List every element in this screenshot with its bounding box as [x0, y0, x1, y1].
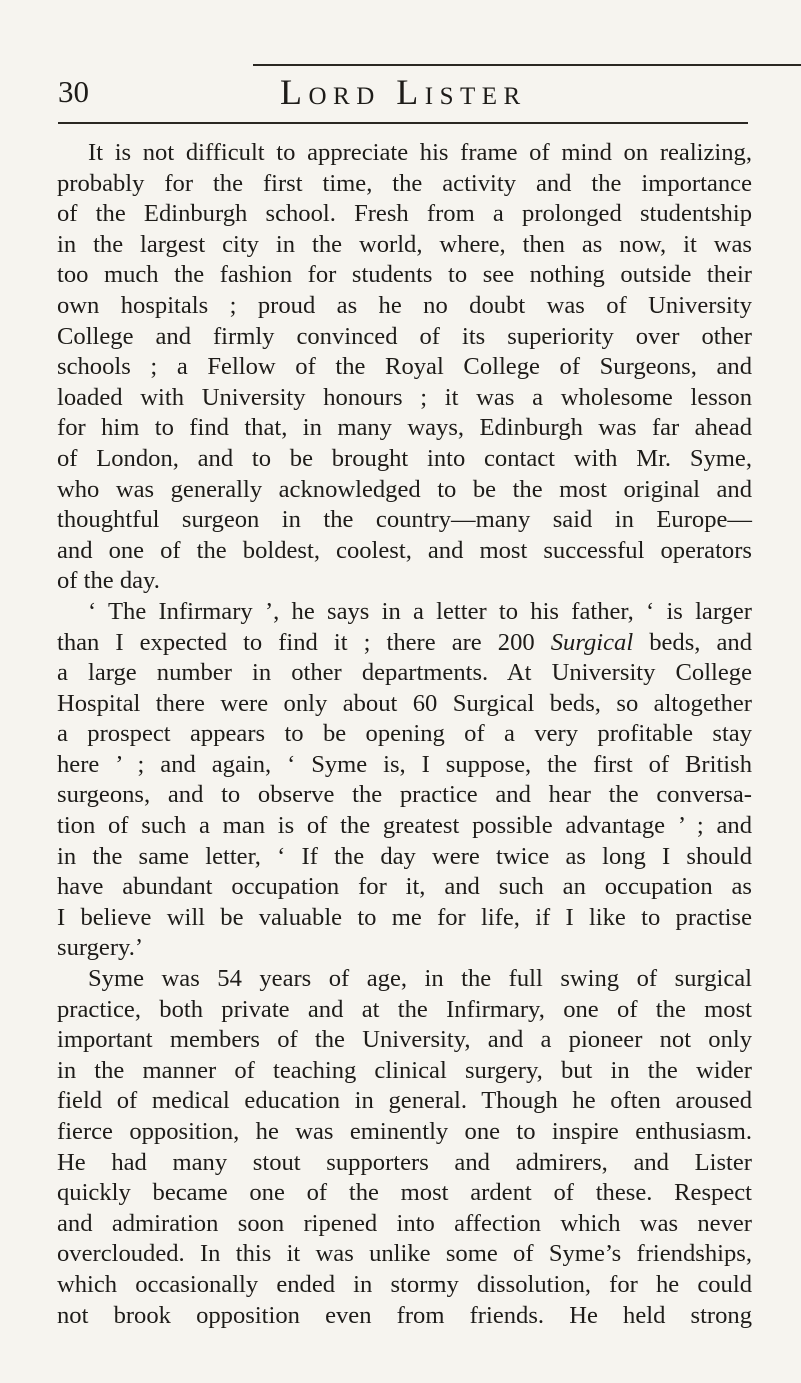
text-line: for him to find that, in many ways, Edinburgh was far ahead: [57, 414, 752, 442]
text-line: practice, both private and at the Infirmary, one of the most: [57, 995, 752, 1023]
text-line: which occasionally ended in stormy dissolution, for he could: [57, 1270, 752, 1298]
text-line: of the Edinburgh school. Fresh from a prolonged studentship: [57, 200, 752, 228]
paragraph: [57, 138, 752, 597]
text-line: College and firmly convinced of its superiority over other: [57, 322, 752, 350]
text-line: Syme was 54 years of age, in the full swing of surgical: [88, 965, 752, 993]
text-line: fierce opposition, he was eminently one to inspire enthusiasm.: [57, 1118, 752, 1145]
text-line: field of medical education in general. Though he often aroused: [57, 1087, 752, 1115]
text-line: surgeons, and to observe the practice and hear the conversa-: [57, 781, 752, 809]
text-line: surgery.’: [57, 934, 144, 962]
text-line: thoughtful surgeon in the country—many said in Europe—: [57, 506, 752, 534]
text-line: in the same letter, ‘ If the day were twice as long I should: [57, 842, 752, 870]
text-line: than I expected to find it ; there are 200 Surgical beds, and: [57, 628, 752, 656]
text-line: a prospect appears to be opening of a very profitable stay: [57, 720, 752, 748]
text-line: Hospital there were only about 60 Surgical beds, so altogether: [57, 689, 752, 717]
body-text: [57, 138, 752, 1331]
text-line: tion of such a man is of the greatest possible advantage ’ ; and: [57, 812, 752, 840]
page-number: 30: [58, 74, 89, 109]
text-line: a large number in other departments. At University College: [57, 659, 752, 687]
header-rule-top: [253, 64, 801, 66]
text-line: and admiration soon ripened into affection which was never: [57, 1209, 752, 1237]
text-line: important members of the University, and a pioneer not only: [57, 1026, 752, 1054]
text-line: own hospitals ; proud as he no doubt was of University: [57, 291, 752, 319]
text-line: of the day.: [57, 567, 160, 595]
text-line: schools ; a Fellow of the Royal College of Surgeons, and: [57, 353, 752, 381]
header-rule-bottom: [58, 122, 748, 124]
text-line: loaded with University honours ; it was a wholesome lesson: [57, 383, 752, 411]
running-header: [58, 64, 748, 124]
text-line: overclouded. In this it was unlike some of Syme’s friendships,: [57, 1240, 752, 1268]
text-line: of London, and to be brought into contact with Mr. Syme,: [57, 444, 752, 472]
text-line: have abundant occupation for it, and such an occupation as: [57, 873, 752, 901]
text-line: in the manner of teaching clinical surgery, but in the wider: [57, 1056, 752, 1084]
running-title: Lord Lister: [280, 72, 527, 112]
text-line: too much the fashion for students to see nothing outside their: [57, 261, 752, 289]
text-line: probably for the first time, the activity and the importance: [57, 169, 752, 197]
text-line: ‘ The Infirmary ’, he says in a letter to his father, ‘ is larger: [88, 597, 752, 625]
text-line: in the largest city in the world, where, then as now, it was: [57, 230, 752, 258]
text-line: I believe will be valuable to me for life, if I like to practise: [57, 903, 752, 931]
paragraph: [57, 964, 752, 1331]
text-line: He had many stout supporters and admirers, and Lister: [57, 1148, 752, 1176]
text-line: and one of the boldest, coolest, and most successful operators: [57, 536, 752, 564]
text-line: here ’ ; and again, ‘ Syme is, I suppose, the first of British: [57, 750, 752, 778]
paragraph: [57, 597, 752, 964]
text-line: It is not difficult to appreciate his frame of mind on realizing,: [88, 139, 752, 166]
text-line: who was generally acknowledged to be the most original and: [57, 475, 752, 503]
italic-term: Surgical: [550, 628, 634, 656]
text-line: not brook opposition even from friends. He held strong: [57, 1301, 752, 1329]
text-line: quickly became one of the most ardent of these. Respect: [57, 1179, 752, 1207]
